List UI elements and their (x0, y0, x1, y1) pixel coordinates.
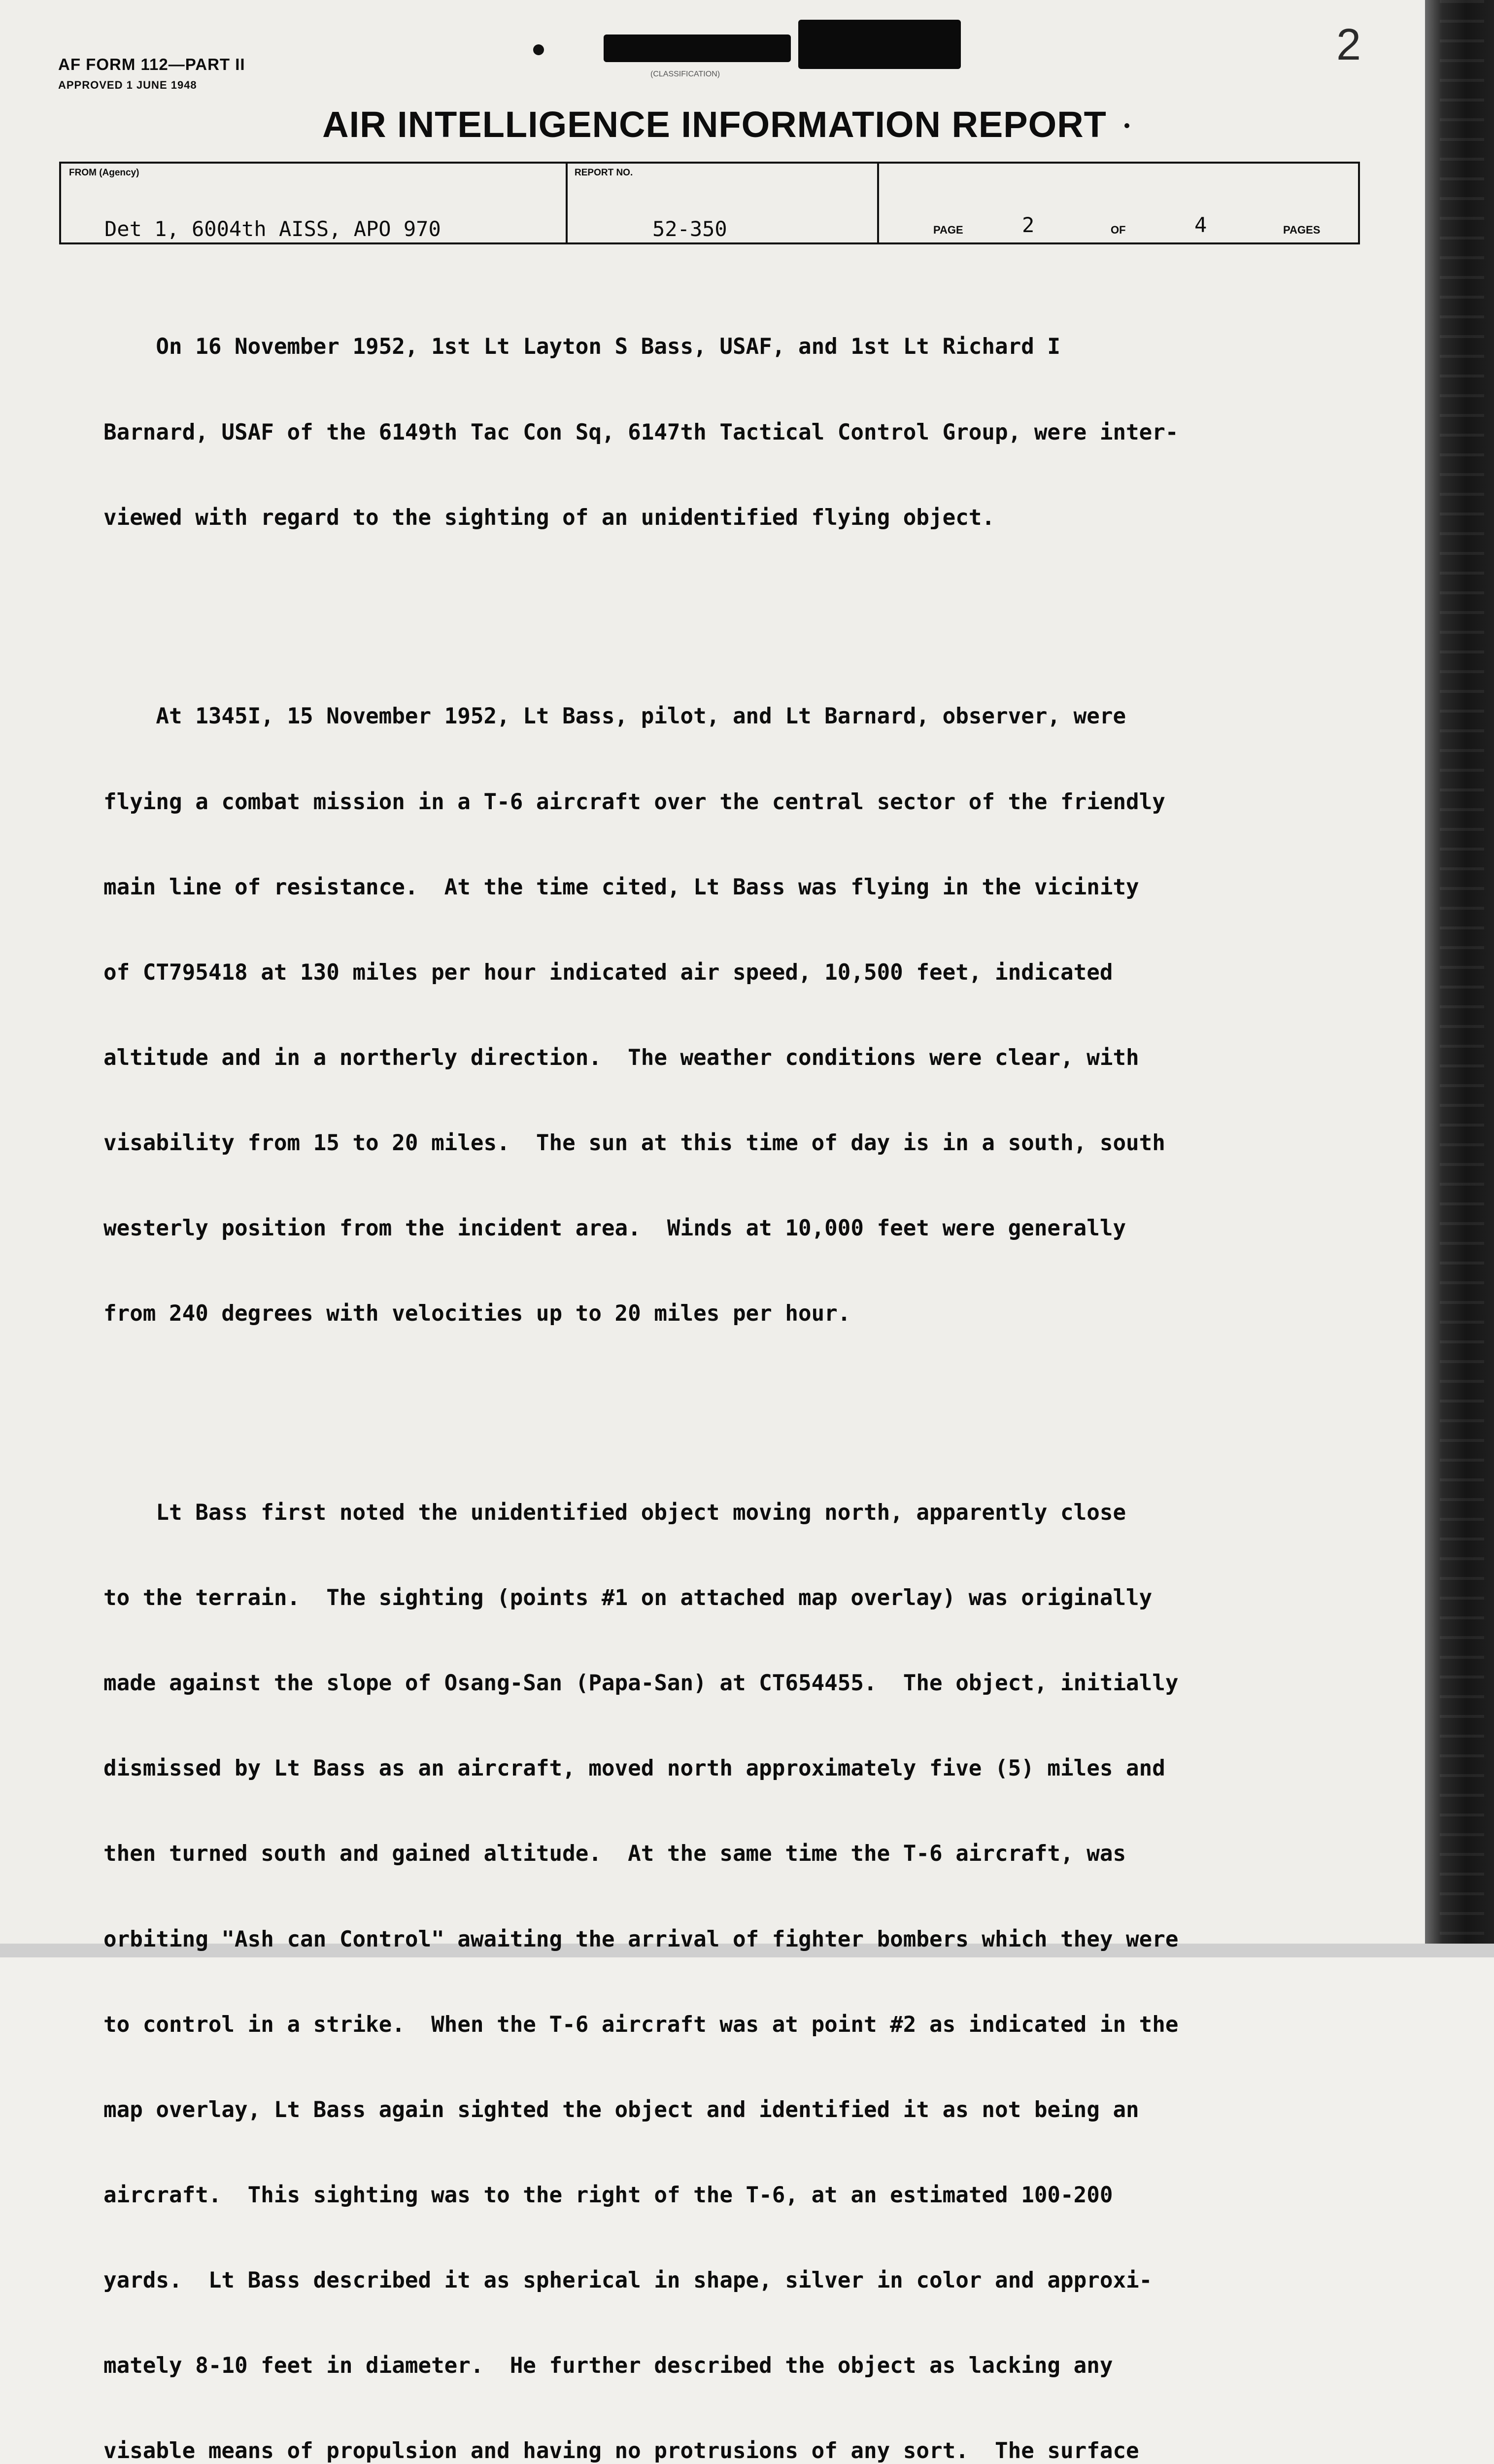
form-identifier: AF FORM 112—PART II (58, 55, 245, 73)
paragraph-2-line: main line of resistance. At the time cited, Lt Bass was flying in the vicinity (103, 874, 1139, 900)
page-label: PAGE (933, 224, 963, 236)
paragraph-2-line: visability from 15 to 20 miles. The sun at this time of day is in a south, south (103, 1130, 1165, 1156)
scan-border (1425, 0, 1494, 1957)
report-body (103, 276, 1345, 2464)
title-dot (1124, 123, 1129, 128)
paragraph-2-line: flying a combat mission in a T-6 aircraft over the central sector of the friendly (103, 789, 1165, 815)
column-divider (566, 164, 568, 242)
of-label: OF (1111, 224, 1126, 236)
paragraph-3-line: dismissed by Lt Bass as an aircraft, moved north approximately five (5) miles and (103, 1756, 1165, 1781)
report-no-value: 52-350 (652, 217, 727, 241)
paragraph-2-line: from 240 degrees with velocities up to 20 miles per hour. (103, 1301, 851, 1327)
handwritten-page-mark: 2 (1336, 20, 1361, 69)
paragraph-3-line: map overlay, Lt Bass again sighted the object and identified it as not being an (103, 2097, 1139, 2122)
of-value: 4 (1194, 213, 1207, 237)
paragraph-1-line: Barnard, USAF of the 6149th Tac Con Sq, 6147th Tactical Control Group, were inter- (103, 419, 1179, 445)
page-value: 2 (1022, 213, 1035, 237)
from-value: Det 1, 6004th AISS, APO 970 (104, 217, 441, 241)
paragraph-2-line: of CT795418 at 130 miles per hour indicated air speed, 10,500 feet, indicated (103, 959, 1113, 985)
report-title: AIR INTELLIGENCE INFORMATION REPORT (322, 104, 1107, 145)
report-header-table (59, 162, 1360, 244)
from-label: FROM (Agency) (69, 168, 139, 178)
paragraph-3-line: yards. Lt Bass described it as spherical in shape, silver in color and approxi- (103, 2267, 1153, 2293)
paragraph-3-line: to control in a strike. When the T-6 aircraft was at point #2 as indicated in the (103, 2012, 1179, 2037)
redaction-bar-left (604, 34, 791, 62)
paragraph-2-line: westerly position from the incident area. Winds at 10,000 feet were generally (103, 1216, 1126, 1241)
paragraph-2-line: At 1345I, 15 November 1952, Lt Bass, pilot, and Lt Barnard, observer, were (103, 704, 1126, 729)
paragraph-3-line: visable means of propulsion and having no protrusions of any sort. The surface (103, 2438, 1139, 2464)
paragraph-1-line: viewed with regard to the sighting of an unidentified flying object. (103, 505, 995, 530)
paragraph-3-line: made against the slope of Osang-San (Papa-San) at CT654455. The object, initially (103, 1671, 1179, 1696)
classification-label: (CLASSIFICATION) (650, 70, 720, 78)
paragraph-gap (103, 1385, 1345, 1413)
scan-noise (1440, 0, 1484, 1957)
redaction-bar-right (798, 20, 961, 69)
paragraph-gap (103, 589, 1345, 617)
pages-label: PAGES (1283, 224, 1321, 236)
form-approval-date: APPROVED 1 JUNE 1948 (58, 79, 197, 91)
paragraph-3-line: to the terrain. The sighting (points #1 on attached map overlay) was originally (103, 1585, 1153, 1611)
paragraph-3-line: aircraft. This sighting was to the right of the T-6, at an estimated 100-200 (103, 2182, 1113, 2208)
paragraph-3-line: Lt Bass first noted the unidentified object moving north, apparently close (103, 1500, 1126, 1526)
paragraph-3-line: mately 8-10 feet in diameter. He further described the object as lacking any (103, 2353, 1113, 2378)
paragraph-3-line: orbiting "Ash can Control" awaiting the arrival of fighter bombers which they were (103, 1926, 1179, 1952)
paragraph-2-line: altitude and in a northerly direction. The weather conditions were clear, with (103, 1045, 1139, 1070)
paragraph-3-line: then turned south and gained altitude. At the same time the T-6 aircraft, was (103, 1841, 1126, 1867)
column-divider (877, 164, 879, 242)
punch-mark (533, 44, 544, 55)
report-no-label: REPORT NO. (575, 168, 633, 178)
paragraph-1-line: On 16 November 1952, 1st Lt Layton S Bass, USAF, and 1st Lt Richard I (103, 334, 1061, 360)
